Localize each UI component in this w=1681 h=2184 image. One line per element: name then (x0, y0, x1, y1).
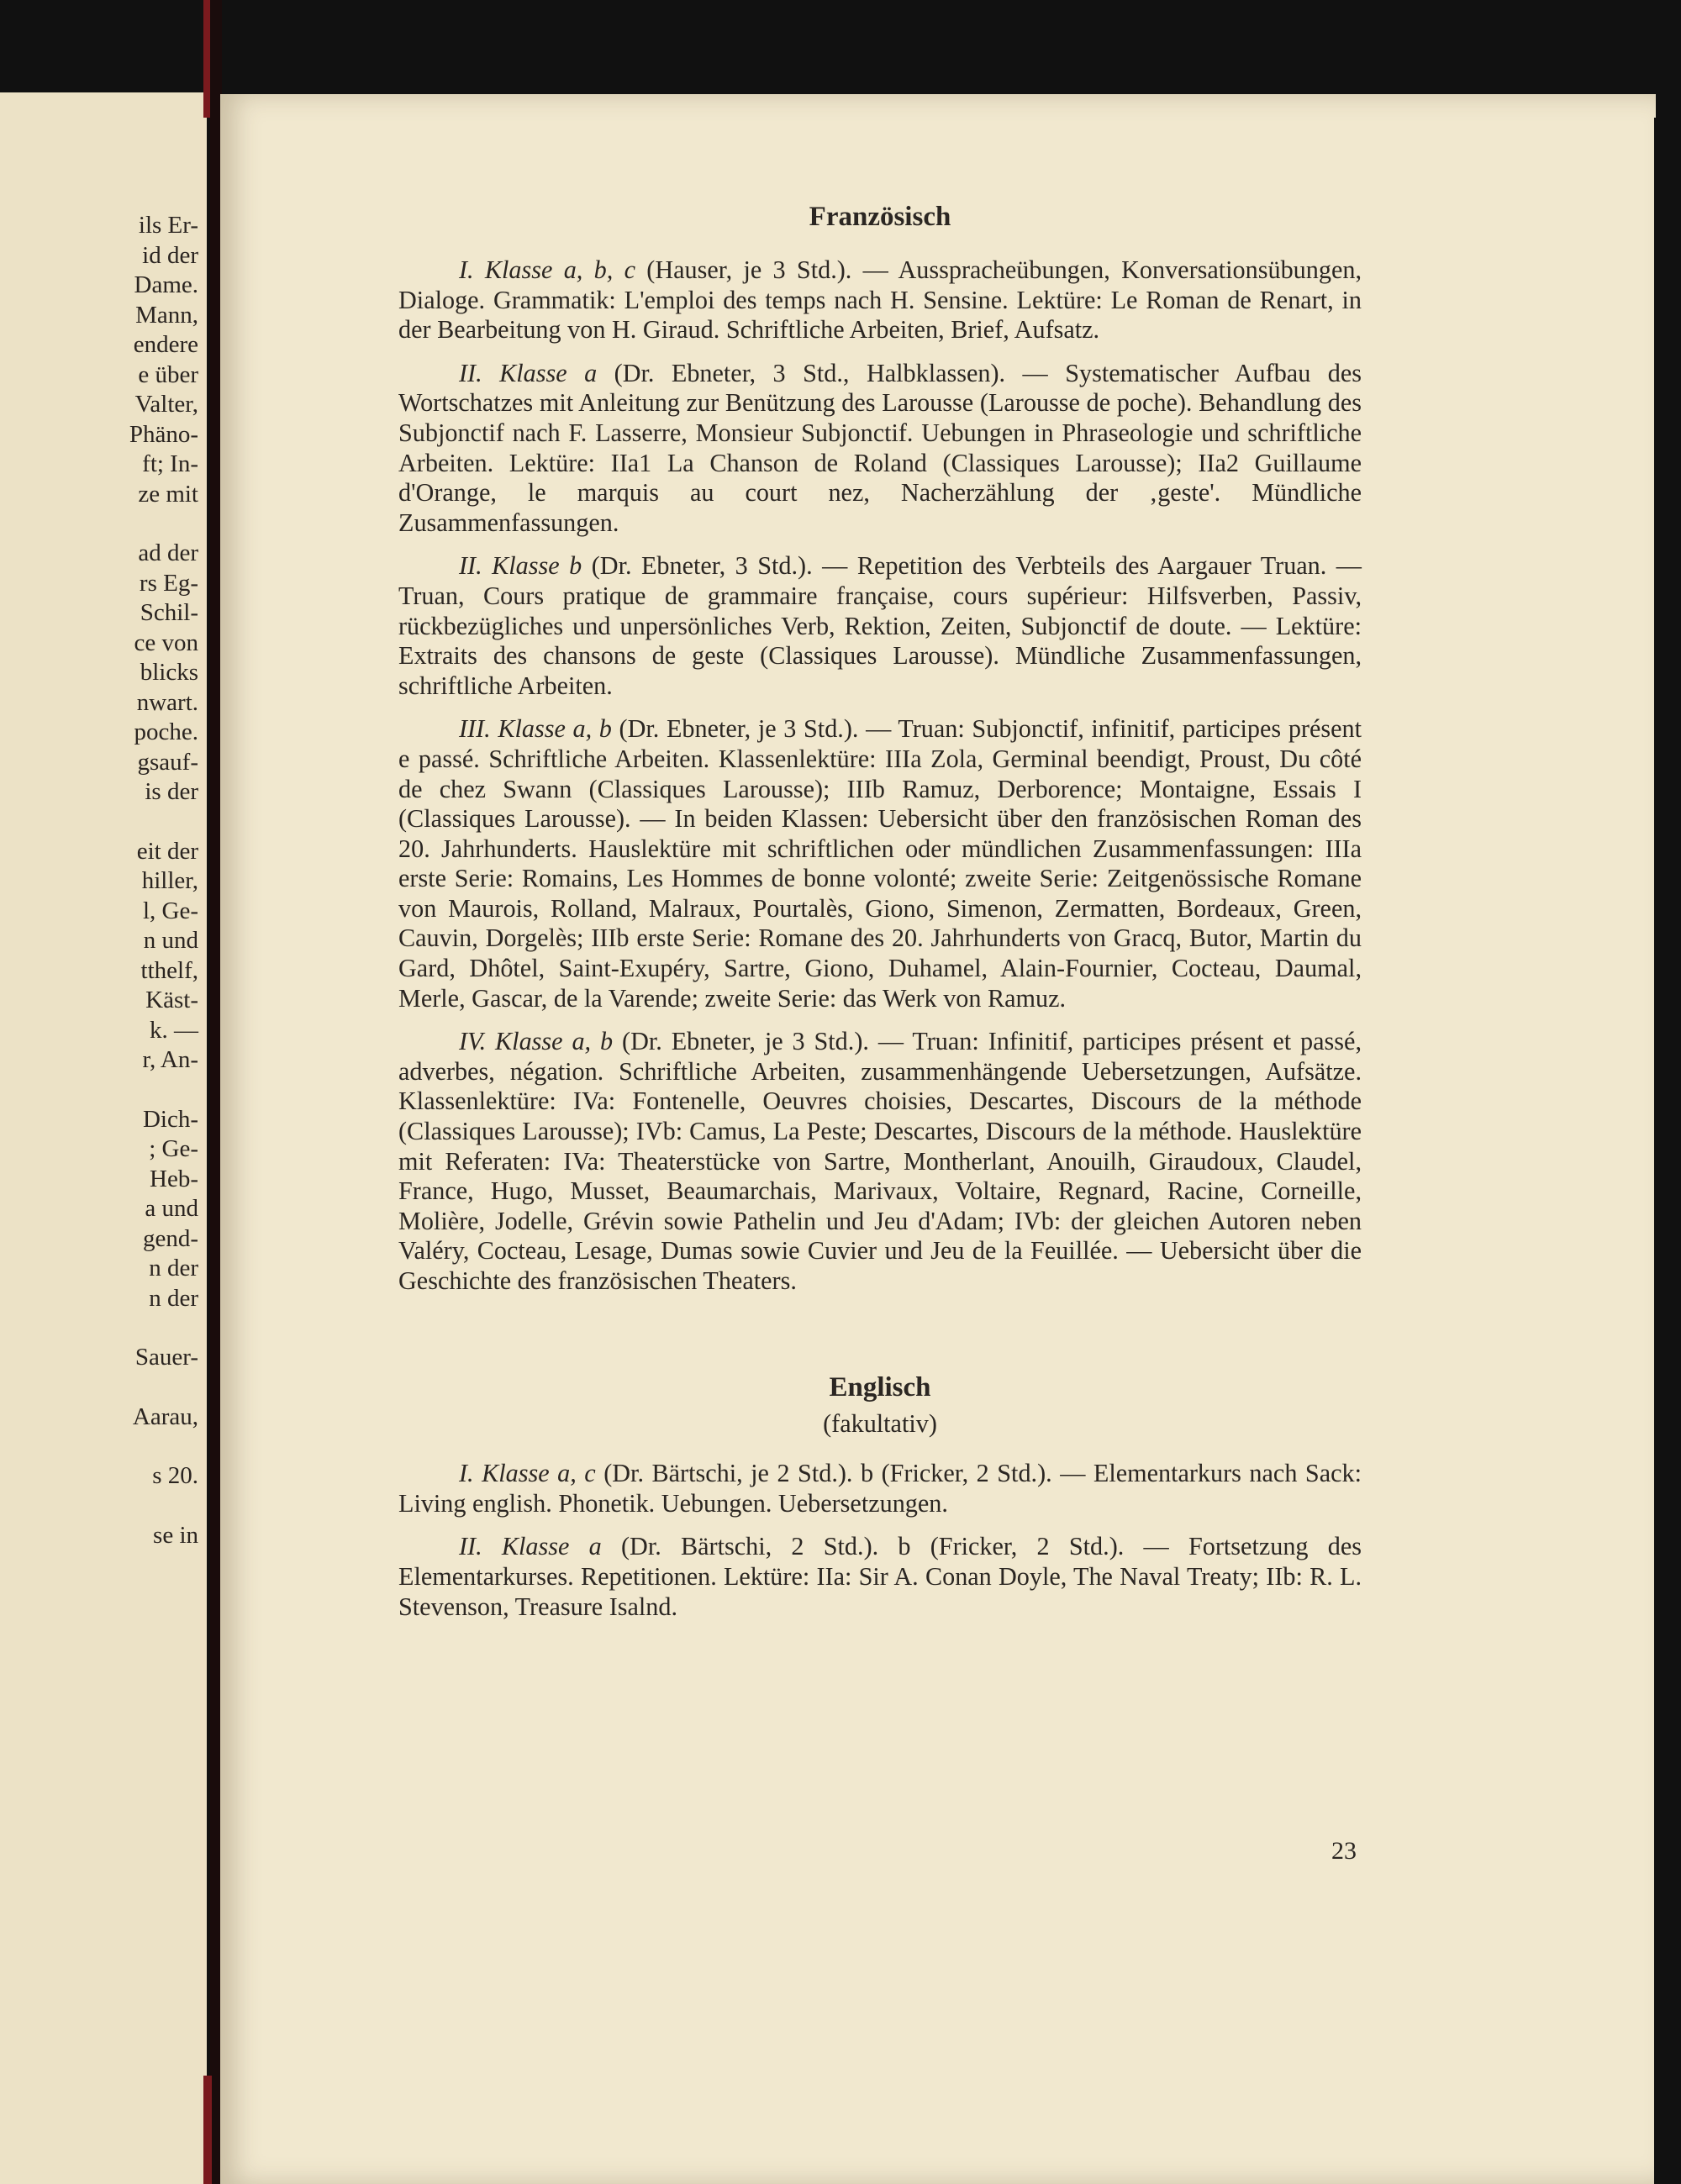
klasse-label: I. Klasse a, c (459, 1459, 596, 1488)
left-page-line: Sauer- (134, 1344, 198, 1371)
section-title-french: Französisch (809, 202, 951, 232)
english-paragraph-1 (398, 1459, 1362, 1518)
left-page-line: ze mit (138, 480, 198, 508)
left-page-fragment (0, 92, 207, 2184)
klasse-label: IV. Klasse a, b (459, 1027, 614, 1056)
french-paragraph-1 (398, 255, 1362, 345)
spine-binding-bottom (203, 2076, 212, 2184)
left-page-line: s 20. (152, 1462, 198, 1489)
paragraph-text: (Dr. Ebneter, 3 Std.). — Repetition des Verbteils des Aargauer Truan. — Truan, Cours pratique de grammaire française, cours supérieur: Hilfsverben, Passiv, rückbezügliches und unpersönliches Verb, Rektion, Zeiten, Subjonctif de doute. — Lektüre: Extraits des chansons de geste (Classiques Larousse). Mündliche Zusammenfassungen, schriftliche Arbeiten. (398, 551, 1362, 700)
french-paragraph-4 (398, 714, 1362, 1013)
section-subtitle-english: (fakultativ) (823, 1408, 937, 1438)
paragraph-text: (Dr. Ebneter, 3 Std., Halbklassen). — Systematischer Aufbau des Wortschatzes mit Anleitung zur Benützung des Larousse (Larousse de poche). Behandlung des Subjonctif nach F. Lasserre, Monsieur Subjonctif. Uebungen in Phraseologie und schriftliche Arbeiten. Lektüre: IIa1 La Chanson de Roland (Classiques Larousse); IIa2 Guillaume d'Orange, le marquis au court nez, Nacherzählung der ‚geste'. Mündliche Zusammenfassungen. (398, 358, 1362, 537)
left-page-line: Valter, (134, 391, 198, 418)
left-page-line: nwart. (136, 688, 198, 716)
klasse-label: II. Klasse a (459, 358, 598, 387)
left-page-line: hiller, (141, 867, 198, 894)
left-page-line: ad der (138, 539, 198, 566)
paragraph-text: (Dr. Bärtschi, je 2 Std.). b (Fricker, 2 Std.). — Elementarkurs nach Sack: Living english. Phonetik. Uebungen. Uebersetzungen. (398, 1459, 1362, 1518)
french-paragraph-3 (398, 551, 1362, 701)
paragraph-text: (Dr. Ebneter, je 3 Std.). — Truan: Subjonctif, infinitif, participes présent e passé. Schriftliche Arbeiten. Klassenlektüre: IIIa Zola, Germinal beendigt, Proust, Du côté de chez Swann (Classiques Larousse); IIIb Ramuz, Derborence; Montaigne, Essais I (Classiques Larousse). — In beiden Klassen: Uebersicht über den französischen Roman des 20. Jahrhunderts. Hauslektüre mit schriftlichen oder mündlichen Zusammenfassungen: IIIa erste Serie: Romains, Les Hommes de bonne volonté; zweite Serie: Zeitgenössische Romane von Maurois, Rolland, Malraux, Pourtalès, Giono, Simenon, Zermatten, Bordeaux, Green, Cauvin, Dorgelès; IIIb erste Serie: Romane des 20. Jahrhunderts von Gracq, Butor, Martin du Gard, Dhôtel, Saint-Exupéry, Sartre, Giono, Duhamel, Alain-Fournier, Cocteau, Daumal, Merle, Gascar, de la Varende; zweite Serie: das Werk von Ramuz. (398, 714, 1362, 1013)
left-page-line: a und (145, 1195, 198, 1222)
paragraph-text: (Hauser, je 3 Std.). — Ausspracheübungen, Konversationsübungen, Dialoge. Grammatik: L'emploi des temps nach H. Sensine. Lektüre: Le Roman de Renart, in der Bearbeitung von H. Giraud. Schriftliche Arbeiten, Brief, Aufsatz. (398, 255, 1362, 345)
klasse-label: III. Klasse a, b (459, 714, 612, 744)
left-page-line: n und (143, 927, 198, 954)
paragraph-text: (Dr. Bärtschi, 2 Std.). b (Fricker, 2 Std.). — Fortsetzung des Elementarkurses. Repetitionen. Lektüre: IIa: Sir A. Conan Doyle, The Naval Treaty; IIb: R. L. Stevenson, Treasure Isalnd. (398, 1532, 1362, 1621)
section-title-english: Englisch (829, 1371, 931, 1402)
left-page-line: r, An- (142, 1046, 198, 1073)
left-page-line: gend- (142, 1224, 198, 1252)
klasse-label: I. Klasse a, b, c (459, 255, 635, 284)
left-page-line: Schil- (140, 599, 198, 626)
left-page-line: Dame. (134, 271, 198, 298)
page-edge-shadow (1654, 118, 1681, 2184)
left-page-line: id der (142, 241, 198, 269)
left-page-line: blicks (140, 659, 198, 686)
french-paragraph-2 (398, 359, 1362, 539)
left-page-line: l, Ge- (142, 897, 198, 924)
left-page-line: endere (133, 331, 198, 358)
left-page-line: k. — (150, 1016, 198, 1044)
left-page-line: ils Er- (138, 212, 198, 239)
left-page-line: se in (153, 1521, 198, 1549)
left-page-line: Heb- (150, 1165, 198, 1192)
left-page-line: is der (145, 778, 198, 805)
left-page-line: rs Eg- (139, 569, 198, 597)
left-page-line: Mann, (135, 301, 198, 329)
left-page-line: poche. (134, 718, 198, 745)
left-page-line: e über (138, 360, 198, 388)
left-page-line: gsauf- (137, 748, 198, 776)
left-page-line: Phäno- (129, 420, 198, 448)
left-page-line: ce von (134, 629, 198, 656)
left-page-line: Dich- (142, 1105, 198, 1133)
paragraph-text: (Dr. Ebneter, je 3 Std.). — Truan: Infinitif, participes présent et passé, adverbes, négation. Schriftliche Arbeiten, zusammenhängende Uebersetzungen, Aufsätze. Klassenlektüre: IVa: Fontenelle, Oeuvres choisies, Descartes, Discours de la méthode (Classiques Larousse); IVb: Camus, La Peste; Descartes, Discours de la méthode. Hauslektüre mit Referaten: IVa: Theaterstücke von Sartre, Montherlant, Anouilh, Giraudoux, Claudel, France, Hugo, Musset, Beaumarchais, Marivaux, Voltaire, Regnard, Racine, Corneille, Molière, Jodelle, Grévin sowie Pathelin und Jeu d'Adam; IVb: der gleichen Autoren neben Valéry, Cocteau, Lesage, Dumas sowie Cuvier und Jeu de la Feuillée. — Uebersicht über die Geschichte des französischen Theaters. (398, 1027, 1362, 1295)
left-page-line: Käst- (145, 987, 198, 1013)
klasse-label: II. Klasse a (459, 1532, 602, 1561)
left-page-line: ft; In- (142, 450, 198, 477)
main-text-column (398, 198, 1362, 1622)
left-page-line: eit der (136, 837, 198, 865)
left-page-line: n der (149, 1284, 198, 1312)
french-paragraph-5 (398, 1027, 1362, 1296)
klasse-label: II. Klasse b (459, 551, 582, 581)
page-number: 23 (1331, 1837, 1357, 1865)
left-page-line: Aarau, (132, 1402, 198, 1430)
english-paragraph-2 (398, 1532, 1362, 1622)
left-page-line: n der (149, 1255, 198, 1281)
left-page-line: tthelf, (140, 956, 198, 984)
left-page-line: ; Ge- (149, 1135, 198, 1162)
